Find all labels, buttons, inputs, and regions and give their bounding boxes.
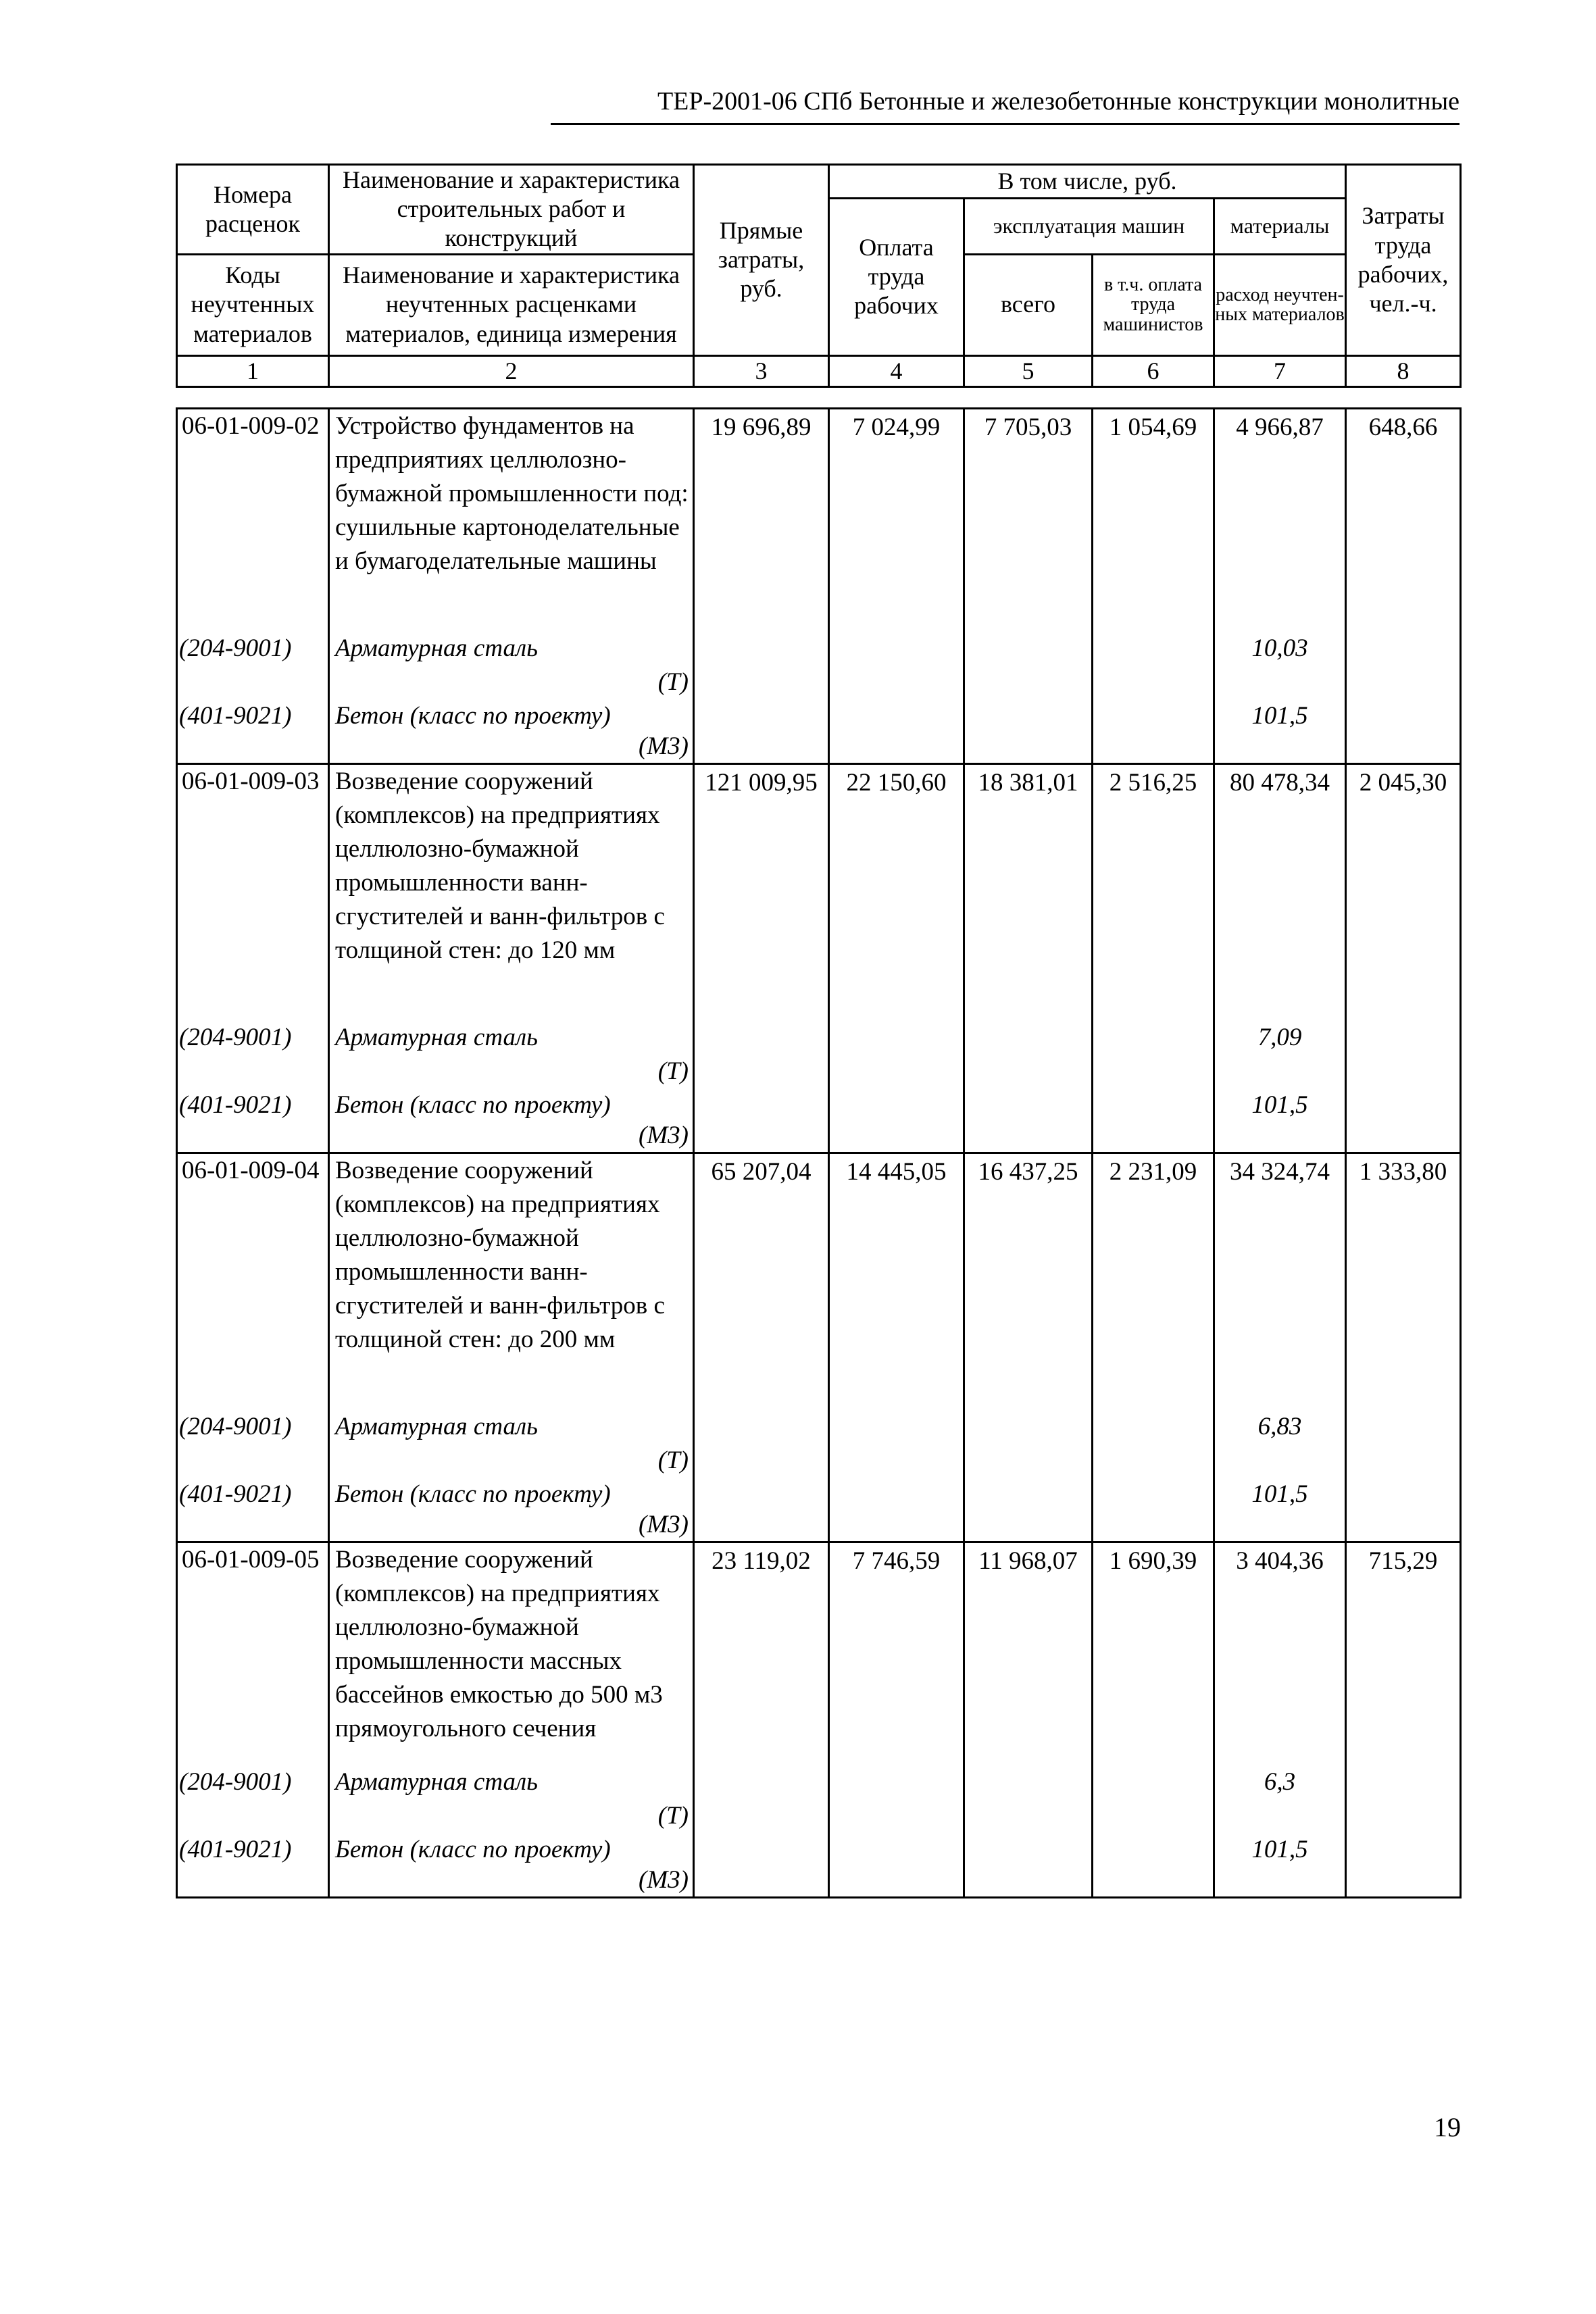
material-consumption: 10,03	[1214, 632, 1346, 699]
material-unit: (Т)	[329, 1799, 694, 1833]
header-materials: материалы	[1214, 199, 1346, 255]
material-code: (401-9021)	[177, 1478, 329, 1511]
header-unaccounted-materials: расход неучтен-ных материалов	[1214, 254, 1346, 355]
material-unit: (Т)	[329, 665, 694, 699]
header-table	[176, 164, 1462, 388]
col-number: 3	[694, 355, 829, 386]
material-name: Бетон (класс по проекту)	[329, 1088, 694, 1122]
material-unit: (М3)	[329, 1122, 694, 1153]
material-name: Арматурная сталь	[329, 1410, 694, 1444]
col-number: 7	[1214, 355, 1346, 386]
rate-description: Возведение сооружений (комплексов) на предприятиях целлюлозно-бумажной промышленности массных бассейнов емкостью до 500 м3 прямоугольного сечения	[329, 1542, 694, 1765]
col-number: 2	[329, 355, 694, 386]
header-machinists-pay: в т.ч. оплата труда машинистов	[1093, 254, 1214, 355]
material-code: (401-9021)	[177, 1088, 329, 1122]
material-consumption: 101,5	[1214, 1088, 1346, 1153]
material-consumption: 101,5	[1214, 699, 1346, 764]
labor-pay: 22 150,60	[829, 764, 964, 1153]
labor-pay: 7 024,99	[829, 409, 964, 764]
materials-cost: 4 966,87	[1214, 409, 1346, 632]
rates-table	[176, 407, 1462, 1898]
material-name: Арматурная сталь	[329, 632, 694, 665]
material-name: Бетон (класс по проекту)	[329, 1833, 694, 1867]
materials-cost: 34 324,74	[1214, 1153, 1346, 1410]
labor-pay: 7 746,59	[829, 1542, 964, 1898]
direct-costs: 23 119,02	[694, 1542, 829, 1898]
machinists-pay: 1 690,39	[1093, 1542, 1214, 1898]
machinists-pay: 1 054,69	[1093, 409, 1214, 764]
rate-description: Устройство фундаментов на предприятиях целлюлозно-бумажной промышленности под: сушильные картоноделательные и бумагоделательные машины	[329, 409, 694, 632]
material-code: (401-9021)	[177, 1833, 329, 1867]
col-number: 8	[1346, 355, 1461, 386]
header-including: В том числе, руб.	[829, 165, 1346, 199]
col-number: 6	[1093, 355, 1214, 386]
header-direct-costs: Прямые затраты, руб.	[694, 165, 829, 356]
header-rule	[551, 123, 1460, 125]
materials-cost: 3 404,36	[1214, 1542, 1346, 1765]
machines-total: 11 968,07	[964, 1542, 1093, 1898]
labor-hours: 2 045,30	[1346, 764, 1461, 1153]
material-unit: (Т)	[329, 1055, 694, 1088]
col-number: 4	[829, 355, 964, 386]
running-head: ТЕР-2001-06 СПб Бетонные и железобетонные конструкции монолитные	[657, 87, 1460, 116]
header-labor-pay: Оплата труда рабочих	[829, 199, 964, 356]
page-number: 19	[1434, 2112, 1461, 2142]
header-machines-total: всего	[964, 254, 1093, 355]
header-machine-operation: эксплуатация машин	[964, 199, 1214, 255]
material-consumption: 101,5	[1214, 1833, 1346, 1898]
header-work-name: Наименование и характеристика строительных работ и конструкций	[329, 165, 694, 255]
material-unit: (Т)	[329, 1444, 694, 1478]
material-consumption: 7,09	[1214, 1021, 1346, 1088]
labor-hours: 1 333,80	[1346, 1153, 1461, 1542]
rate-description: Возведение сооружений (комплексов) на предприятиях целлюлозно-бумажной промышленности ванн-сгустителей и ванн-фильтров с толщиной стен: до 200 мм	[329, 1153, 694, 1410]
material-name: Арматурная сталь	[329, 1021, 694, 1055]
materials-cost: 80 478,34	[1214, 764, 1346, 1021]
direct-costs: 65 207,04	[694, 1153, 829, 1542]
rate-code: 06-01-009-04	[177, 1153, 329, 1410]
labor-hours: 648,66	[1346, 409, 1461, 764]
machines-total: 7 705,03	[964, 409, 1093, 764]
material-code: (204-9001)	[177, 1765, 329, 1799]
rate-description: Возведение сооружений (комплексов) на предприятиях целлюлозно-бумажной промышленности ванн-сгустителей и ванн-фильтров с толщиной стен: до 120 мм	[329, 764, 694, 1021]
header-material-name: Наименование и характеристика неучтенных расценками материалов, единица измерения	[329, 254, 694, 355]
material-consumption: 6,83	[1214, 1410, 1346, 1478]
material-code: (204-9001)	[177, 1410, 329, 1444]
material-unit: (М3)	[329, 1867, 694, 1898]
material-unit: (М3)	[329, 1511, 694, 1542]
rate-code: 06-01-009-03	[177, 764, 329, 1021]
header-labor-hours: Затраты труда рабочих, чел.-ч.	[1346, 165, 1461, 356]
direct-costs: 19 696,89	[694, 409, 829, 764]
labor-pay: 14 445,05	[829, 1153, 964, 1542]
material-name: Бетон (класс по проекту)	[329, 699, 694, 733]
direct-costs: 121 009,95	[694, 764, 829, 1153]
material-name: Арматурная сталь	[329, 1765, 694, 1799]
header-rate-numbers: Номера расценок	[177, 165, 329, 255]
labor-hours: 715,29	[1346, 1542, 1461, 1898]
machines-total: 18 381,01	[964, 764, 1093, 1153]
material-code: (401-9021)	[177, 699, 329, 733]
col-number: 5	[964, 355, 1093, 386]
col-number: 1	[177, 355, 329, 386]
material-consumption: 101,5	[1214, 1478, 1346, 1542]
material-code: (204-9001)	[177, 1021, 329, 1055]
material-code: (204-9001)	[177, 632, 329, 665]
rate-code: 06-01-009-02	[177, 409, 329, 632]
material-unit: (М3)	[329, 733, 694, 764]
rate-code: 06-01-009-05	[177, 1542, 329, 1765]
rate-row	[177, 1542, 1461, 1765]
machinists-pay: 2 516,25	[1093, 764, 1214, 1153]
material-consumption: 6,3	[1214, 1765, 1346, 1833]
rate-row	[177, 764, 1461, 1021]
machinists-pay: 2 231,09	[1093, 1153, 1214, 1542]
material-name: Бетон (класс по проекту)	[329, 1478, 694, 1511]
rate-row	[177, 409, 1461, 632]
machines-total: 16 437,25	[964, 1153, 1093, 1542]
header-code-materials: Коды неучтенных материалов	[177, 254, 329, 355]
rate-row	[177, 1153, 1461, 1410]
